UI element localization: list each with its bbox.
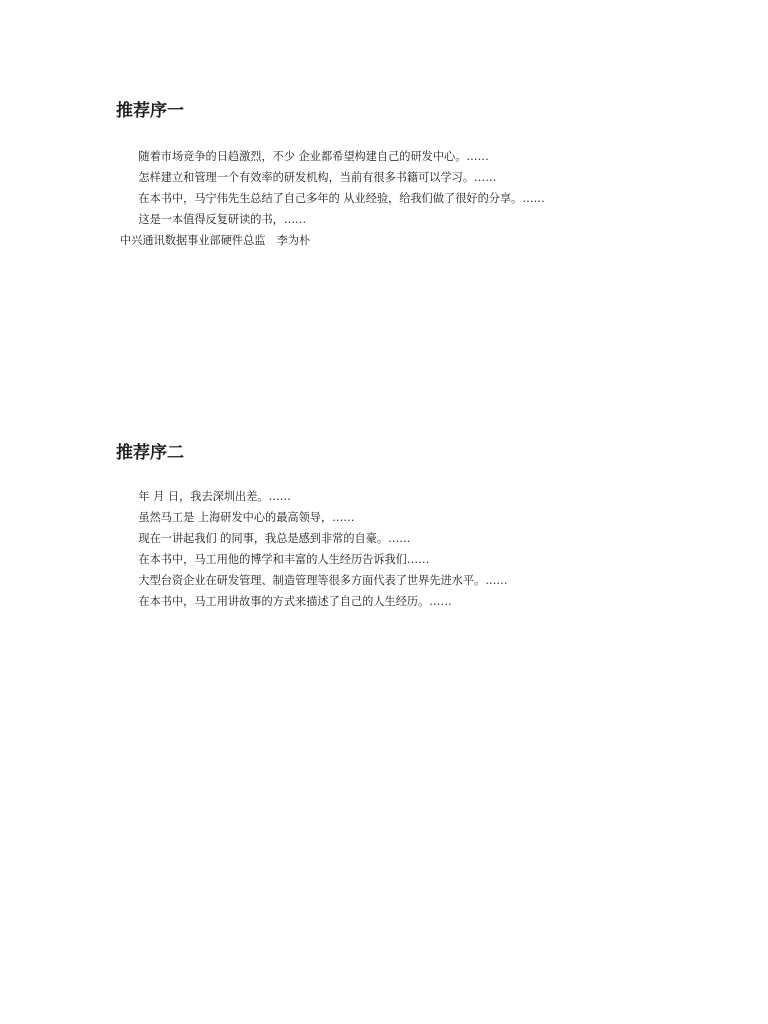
preface-one-title: 推荐序一 [116,101,184,121]
paragraph: 虽然马工是 上海研发中心的最高领导，…… [138,511,355,524]
signature: 中兴通讯数据事业部硬件总监 李为朴 [120,234,311,247]
preface-two-title: 推荐序二 [116,443,184,463]
paragraph: 这是一本值得反复研读的书，…… [138,213,307,226]
paragraph: 怎样建立和管理一个有效率的研发机构，当前有很多书籍可以学习。…… [138,171,497,184]
paragraph: 在本书中，马宁伟先生总结了自己多年的 从业经验，给我们做了很好的分享。…… [138,192,545,205]
preface-two-body [116,486,654,612]
preface-one-body [116,146,654,251]
paragraph: 在本书中，马工用他的博学和丰富的人生经历告诉我们…… [138,553,430,566]
paragraph: 现在一讲起我们 的同事，我总是感到非常的自豪。…… [138,532,411,545]
paragraph: 随着市场竞争的日趋激烈，不少 企业都希望构建自己的研发中心。…… [138,150,489,163]
paragraph: 大型台资企业在研发管理、制造管理等很多方面代表了世界先进水平。…… [138,574,508,587]
paragraph: 年 月 日，我去深圳出差。…… [138,490,291,503]
paragraph: 在本书中，马工用讲故事的方式来描述了自己的人生经历。…… [138,595,452,608]
